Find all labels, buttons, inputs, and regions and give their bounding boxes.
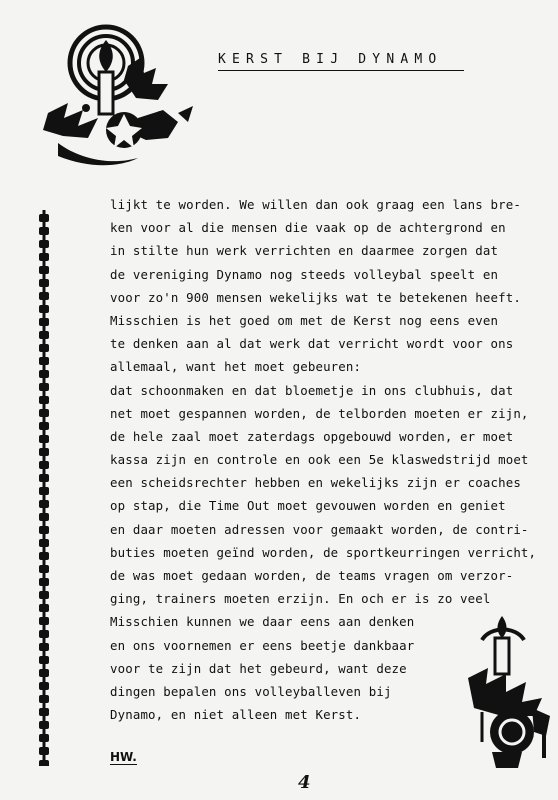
christmas-candle-holly-icon — [28, 18, 200, 168]
body-line: en daar moeten adressen voor gemaakt worden, de contri- — [110, 521, 529, 537]
body-line: de vereniging Dynamo nog steeds volleybal speelt en — [110, 266, 499, 282]
body-line: Dynamo, en niet alleen met Kerst. — [110, 707, 362, 723]
body-line: kassa zijn en controle en ook een 5e klaswedstrijd moet — [110, 452, 529, 468]
christmas-ornament-candle-icon — [462, 612, 556, 770]
page-number: 4 — [298, 772, 311, 793]
body-line: en ons voornemen er eens beetje dankbaar — [110, 637, 415, 653]
body-line: net moet gespannen worden, de telborden moeten er zijn, — [110, 405, 529, 421]
body-line: voor zo'n 900 mensen wekelijks wat te betekenen heeft. — [110, 289, 521, 305]
body-line: voor te zijn dat het gebeurd, want deze — [110, 660, 407, 676]
decorative-garland-border — [32, 210, 56, 766]
body-line: buties moeten geïnd worden, de sportkeurringen verricht, — [110, 544, 537, 560]
body-line: ging, trainers moeten erzijn. En och er is zo veel — [110, 591, 491, 607]
body-line: dat schoonmaken en dat bloemetje in ons clubhuis, dat — [110, 382, 514, 398]
body-line: allemaal, want het moet gebeuren: — [110, 359, 362, 375]
body-line: op stap, die Time Out moet gevouwen worden en geniet — [110, 498, 506, 514]
body-line: dingen bepalen ons volleyballeven bij — [110, 683, 392, 699]
body-line: Misschien kunnen we daar eens aan denken — [110, 614, 415, 630]
body-line: ken voor al die mensen die vaak op de achtergrond en — [110, 220, 506, 236]
body-line: te denken aan al dat werk dat verricht wordt voor ons — [110, 336, 514, 352]
body-line: in stilte hun werk verrichten en daarmee zorgen dat — [110, 243, 499, 259]
body-line: de hele zaal moet zaterdags opgebouwd worden, er moet — [110, 428, 514, 444]
body-line: een scheidsrechter hebben en wekelijks zijn er coaches — [110, 475, 521, 491]
body-line: lijkt te worden. We willen dan ook graag een lans bre- — [110, 197, 521, 212]
article-title: KERST BIJ DYNAMO — [218, 52, 464, 71]
body-line: Misschien is het goed om met de Kerst nog eens even — [110, 312, 499, 328]
author-signature: HW. — [110, 750, 137, 764]
body-line: de was moet gedaan worden, de teams vragen om verzor- — [110, 568, 514, 583]
